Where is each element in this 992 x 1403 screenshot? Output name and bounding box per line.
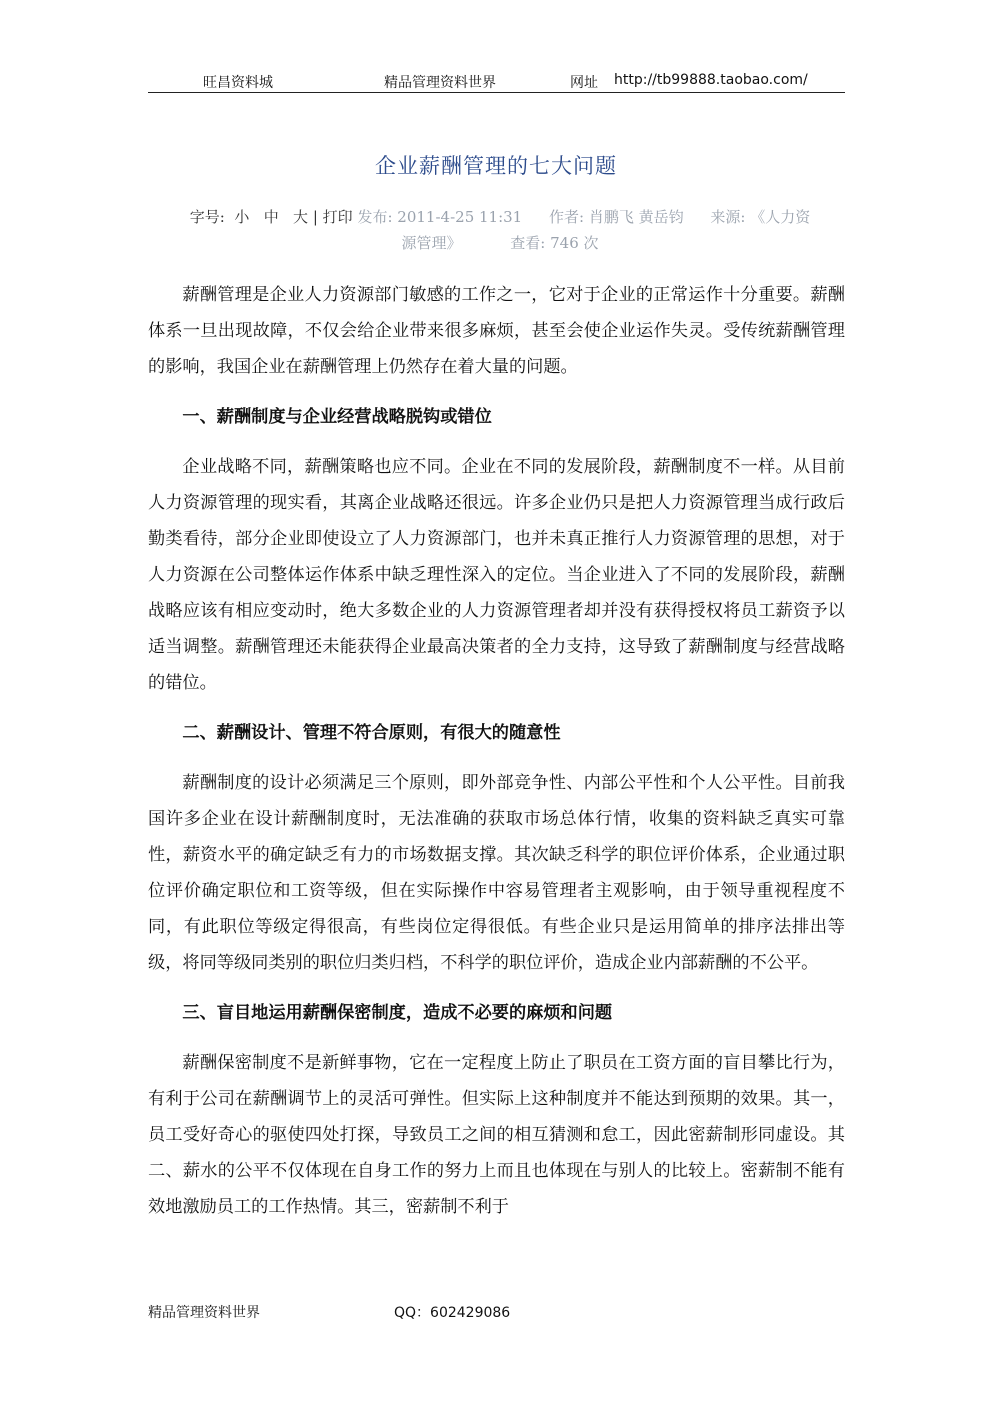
article-body bbox=[148, 277, 845, 1225]
view-count: 查看: 746 次 bbox=[510, 234, 599, 252]
header-tagline: 精品管理资料世界 bbox=[384, 75, 496, 91]
article-title: 企业薪酬管理的七大问题 bbox=[375, 154, 617, 178]
footer-qq: QQ：602429086 bbox=[394, 1305, 511, 1321]
header-site-name: 旺昌资料城 bbox=[203, 75, 273, 91]
section-heading-2: 二、薪酬设计、管理不符合原则，有很大的随意性 bbox=[182, 723, 561, 743]
footer-tagline: 精品管理资料世界 bbox=[148, 1305, 260, 1321]
section-heading-1: 一、薪酬制度与企业经营战略脱钩或错位 bbox=[182, 407, 492, 427]
publish-date: 发布: 2011-4-25 11:31 bbox=[357, 208, 523, 226]
meta-separator: | bbox=[312, 208, 318, 226]
font-size-large-button[interactable]: 大 bbox=[293, 208, 309, 226]
font-size-label: 字号: bbox=[189, 208, 225, 226]
section-paragraph-1: 企业战略不同，薪酬策略也应不同。企业在不同的发展阶段，薪酬制度不一样。从目前人力资源管理的现实看，其离企业战略还很远。许多企业仍只是把人力资源管理当成行政后勤类看待，部分企业即使设立了人力资源部门，也并未真正推行人力资源管理的思想，对于人力资源在公司整体运作体系中缺乏理性深入的定位。当企业进入了不同的发展阶段，薪酬战略应该有相应变动时，绝大多数企业的人力资源管理者却并没有获得授权将员工薪资予以适当调整。薪酬管理还未能获得企业最高决策者的全力支持，这导致了薪酬制度与经营战略的错位。 bbox=[148, 457, 845, 693]
print-link[interactable]: 打印 bbox=[322, 208, 353, 226]
article-source-2: 源管理》 bbox=[401, 234, 462, 252]
font-size-small-button[interactable]: 小 bbox=[234, 208, 250, 226]
section-paragraph-3: 薪酬保密制度不是新鲜事物，它在一定程度上防止了职员在工资方面的盲目攀比行为，有利于公司在薪酬调节上的灵活可弹性。但实际上这种制度并不能达到预期的效果。其一，员工受好奇心的驱使四处打探，导致员工之间的相互猜测和怠工，因此密薪制形同虚设。其二、薪水的公平不仅体现在自身工作的努力上而且也体现在与别人的比较上。密薪制不能有效地激励员工的工作热情。其三，密薪制不利于 bbox=[148, 1053, 845, 1217]
article-author: 作者: 肖鹏飞 黄岳钧 bbox=[549, 208, 684, 226]
section-paragraph-2: 薪酬制度的设计必须满足三个原则，即外部竞争性、内部公平性和个人公平性。目前我国许多企业在设计薪酬制度时，无法准确的获取市场总体行情，收集的资料缺乏真实可靠性，薪资水平的确定缺乏有力的市场数据支撑。其次缺乏科学的职位评价体系，企业通过职位评价确定职位和工资等级，但在实际操作中容易管理者主观影响，由于领导重视程度不同，有此职位等级定得很高，有些岗位定得很低。有些企业只是运用简单的排序法排出等级，将同等级同类别的职位归类归档，不科学的职位评价，造成企业内部薪酬的不公平。 bbox=[148, 773, 845, 973]
header-url-label: 网址 bbox=[570, 75, 598, 91]
section-heading-3: 三、盲目地运用薪酬保密制度，造成不必要的麻烦和问题 bbox=[182, 1003, 613, 1023]
article-source-1: 来源: 《人力资 bbox=[710, 208, 811, 226]
page-header bbox=[148, 70, 845, 93]
header-url-link[interactable]: http://tb99888.taobao.com/ bbox=[614, 72, 808, 88]
intro-paragraph: 薪酬管理是企业人力资源部门敏感的工作之一，它对于企业的正常运作十分重要。薪酬体系一旦出现故障，不仅会给企业带来很多麻烦，甚至会使企业运作失灵。受传统薪酬管理的影响，我国企业在薪酬管理上仍然存在着大量的问题。 bbox=[148, 285, 845, 377]
font-size-medium-button[interactable]: 中 bbox=[263, 208, 279, 226]
article-meta bbox=[160, 204, 840, 256]
